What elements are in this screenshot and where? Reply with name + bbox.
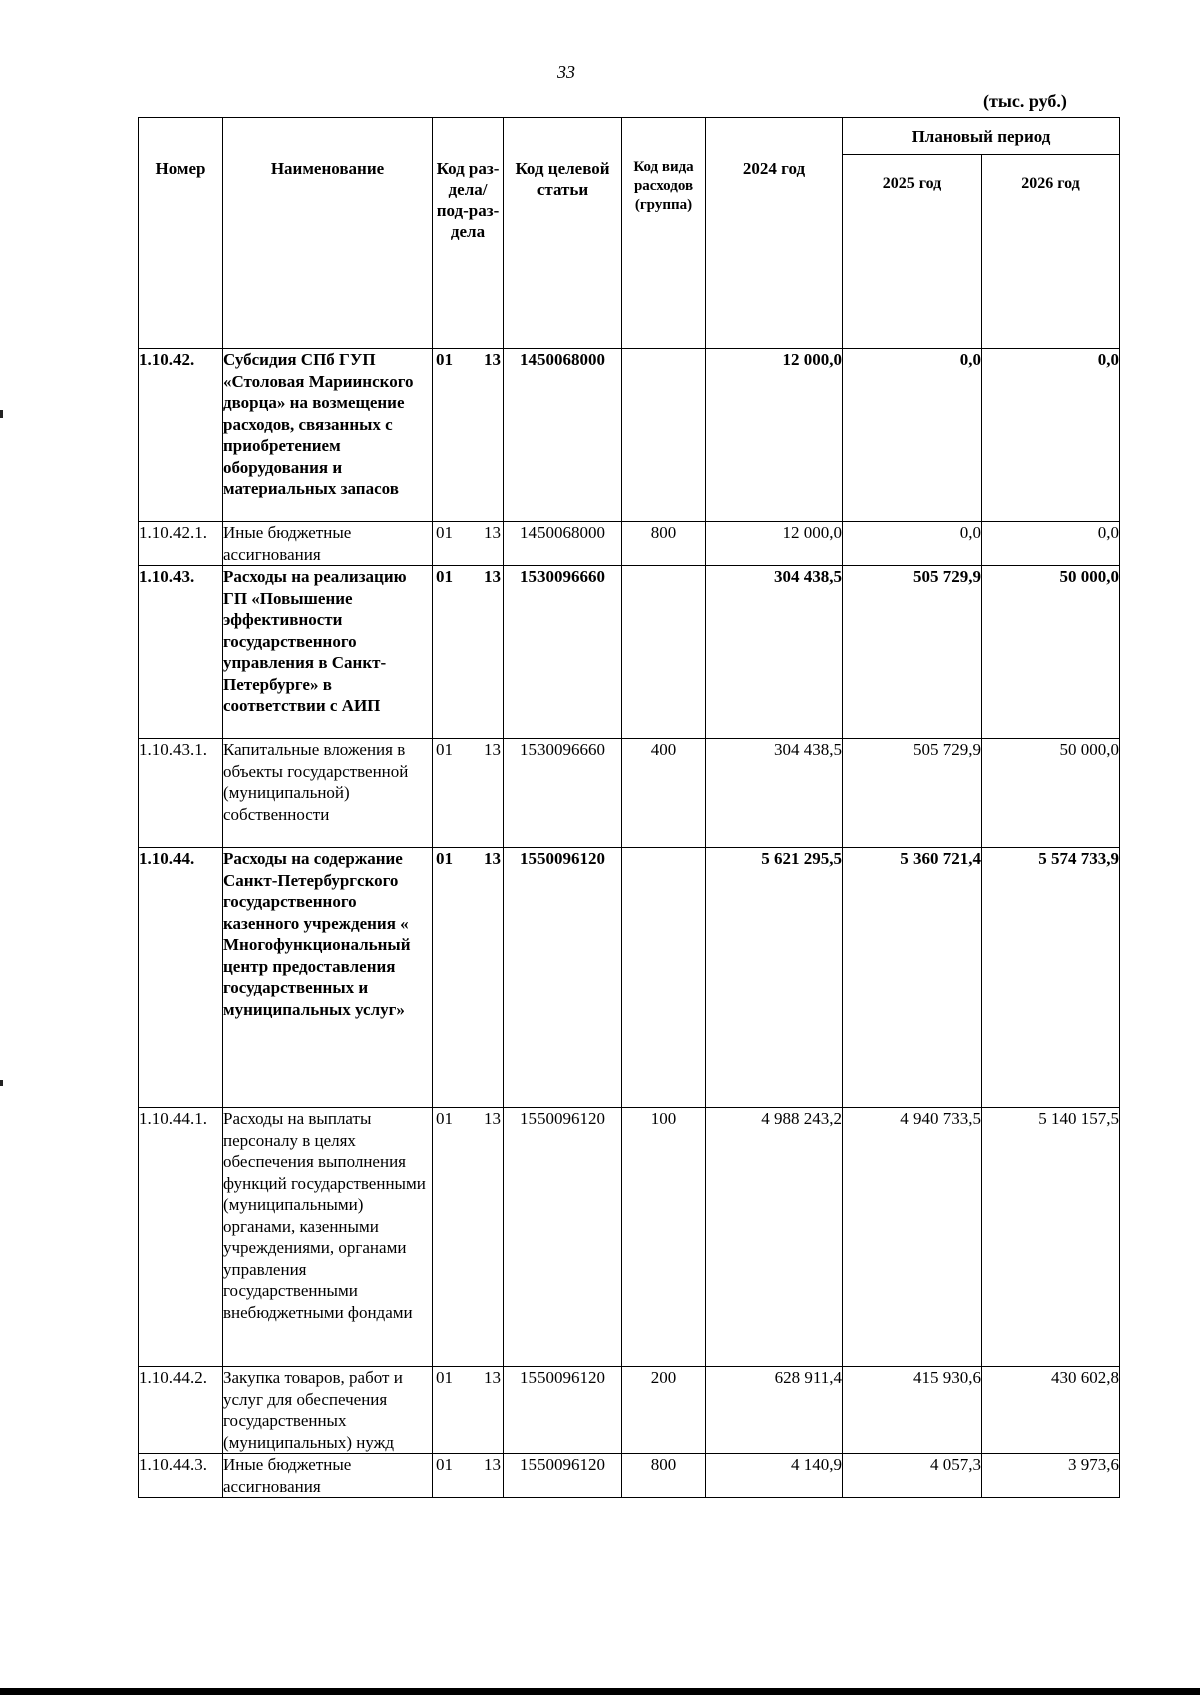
row-kvr: 800 — [622, 1454, 706, 1498]
page-number: 33 — [557, 62, 575, 82]
row-name: Закупка товаров, работ и услуг для обеспечения государственных (муниципальных) нужд — [223, 1367, 433, 1454]
row-2025: 505 729,9 — [843, 566, 982, 739]
row-rz: 01 — [436, 740, 453, 759]
row-2024: 628 911,4 — [706, 1367, 843, 1454]
row-2024: 5 621 295,5 — [706, 848, 843, 1108]
row-2025: 0,0 — [843, 522, 982, 566]
table-row — [139, 1367, 1120, 1454]
row-2026: 3 973,6 — [982, 1454, 1120, 1498]
row-pr: 13 — [484, 567, 501, 586]
row-kvr: 800 — [622, 522, 706, 566]
budget-table — [138, 117, 1120, 1498]
row-number: 1.10.43.1. — [139, 739, 223, 848]
row-csr: 1550096120 — [504, 1108, 622, 1367]
row-2024: 12 000,0 — [706, 349, 843, 522]
header-2025: 2025 год — [843, 155, 982, 349]
row-razdel — [433, 848, 504, 1108]
row-number: 1.10.44.3. — [139, 1454, 223, 1498]
row-2026: 0,0 — [982, 349, 1120, 522]
header-csr: Код целевой статьи — [504, 118, 622, 349]
row-name: Иные бюджетные ассигнования — [223, 1454, 433, 1498]
row-rz: 01 — [436, 350, 453, 369]
table-row — [139, 848, 1120, 1108]
row-razdel — [433, 1454, 504, 1498]
row-rz: 01 — [436, 1109, 453, 1128]
row-razdel — [433, 522, 504, 566]
row-2026: 5 574 733,9 — [982, 848, 1120, 1108]
row-rz: 01 — [436, 1455, 453, 1474]
scan-edge-mark — [0, 410, 3, 418]
row-razdel — [433, 1108, 504, 1367]
row-razdel — [433, 739, 504, 848]
table-row — [139, 739, 1120, 848]
row-name: Расходы на реализацию ГП «Повышение эффективности государственного управления в Санкт-Петербурге» в соответствии с АИП — [223, 566, 433, 739]
row-kvr — [622, 848, 706, 1108]
row-2024: 4 988 243,2 — [706, 1108, 843, 1367]
header-kvr: Код вида расходов (группа) — [622, 118, 706, 349]
row-pr: 13 — [484, 523, 501, 542]
row-2025: 5 360 721,4 — [843, 848, 982, 1108]
row-razdel — [433, 566, 504, 739]
row-razdel — [433, 1367, 504, 1454]
row-name: Субсидия СПб ГУП «Столовая Мариинского дворца» на возмещение расходов, связанных с приобретением оборудования и материальных запасов — [223, 349, 433, 522]
header-number: Номер — [139, 118, 223, 349]
row-rz: 01 — [436, 567, 453, 586]
row-2026: 0,0 — [982, 522, 1120, 566]
row-2024: 304 438,5 — [706, 739, 843, 848]
row-number: 1.10.44.2. — [139, 1367, 223, 1454]
header-name: Наименование — [223, 118, 433, 349]
row-2026: 430 602,8 — [982, 1367, 1120, 1454]
row-csr: 1530096660 — [504, 739, 622, 848]
table-row — [139, 522, 1120, 566]
header-2026: 2026 год — [982, 155, 1120, 349]
row-pr: 13 — [484, 350, 501, 369]
row-2024: 304 438,5 — [706, 566, 843, 739]
header-row — [139, 118, 1120, 155]
row-csr: 1550096120 — [504, 1367, 622, 1454]
row-2025: 415 930,6 — [843, 1367, 982, 1454]
row-razdel — [433, 349, 504, 522]
row-2025: 4 057,3 — [843, 1454, 982, 1498]
row-number: 1.10.42.1. — [139, 522, 223, 566]
row-name: Расходы на содержание Санкт-Петербургского государственного казенного учреждения « Многофункциональный центр предоставления государственных и муниципальных услуг» — [223, 848, 433, 1108]
row-2026: 50 000,0 — [982, 739, 1120, 848]
row-2025: 0,0 — [843, 349, 982, 522]
row-rz: 01 — [436, 1368, 453, 1387]
header-2024: 2024 год — [706, 118, 843, 349]
row-csr: 1550096120 — [504, 1454, 622, 1498]
scan-edge-mark — [0, 1080, 3, 1086]
row-name: Капитальные вложения в объекты государственной (муниципальной) собственности — [223, 739, 433, 848]
row-pr: 13 — [484, 740, 501, 759]
table-row — [139, 1108, 1120, 1367]
row-number: 1.10.44.1. — [139, 1108, 223, 1367]
row-rz: 01 — [436, 523, 453, 542]
row-name: Расходы на выплаты персоналу в целях обеспечения выполнения функций государственными (муниципальными) органами, казенными учреждениями, органами управления государственными внебюджетными фондами — [223, 1108, 433, 1367]
row-2024: 12 000,0 — [706, 522, 843, 566]
row-csr: 1450068000 — [504, 522, 622, 566]
table-row — [139, 1454, 1120, 1498]
units-label: (тыс. руб.) — [983, 91, 1067, 111]
row-number: 1.10.43. — [139, 566, 223, 739]
row-rz: 01 — [436, 849, 453, 868]
row-csr: 1450068000 — [504, 349, 622, 522]
row-2025: 505 729,9 — [843, 739, 982, 848]
header-razdel: Код раз-дела/ под-раз-дела — [433, 118, 504, 349]
header-planned-period: Плановый период — [843, 118, 1120, 155]
scan-bottom-edge — [0, 1688, 1200, 1695]
row-number: 1.10.42. — [139, 349, 223, 522]
row-kvr: 100 — [622, 1108, 706, 1367]
row-2025: 4 940 733,5 — [843, 1108, 982, 1367]
row-number: 1.10.44. — [139, 848, 223, 1108]
table-row — [139, 349, 1120, 522]
row-csr: 1550096120 — [504, 848, 622, 1108]
row-kvr — [622, 349, 706, 522]
row-kvr — [622, 566, 706, 739]
row-name: Иные бюджетные ассигнования — [223, 522, 433, 566]
row-kvr: 200 — [622, 1367, 706, 1454]
row-2026: 5 140 157,5 — [982, 1108, 1120, 1367]
row-csr: 1530096660 — [504, 566, 622, 739]
row-2026: 50 000,0 — [982, 566, 1120, 739]
row-pr: 13 — [484, 1368, 501, 1387]
row-kvr: 400 — [622, 739, 706, 848]
table-row — [139, 566, 1120, 739]
row-pr: 13 — [484, 1109, 501, 1128]
row-pr: 13 — [484, 1455, 501, 1474]
row-2024: 4 140,9 — [706, 1454, 843, 1498]
row-pr: 13 — [484, 849, 501, 868]
